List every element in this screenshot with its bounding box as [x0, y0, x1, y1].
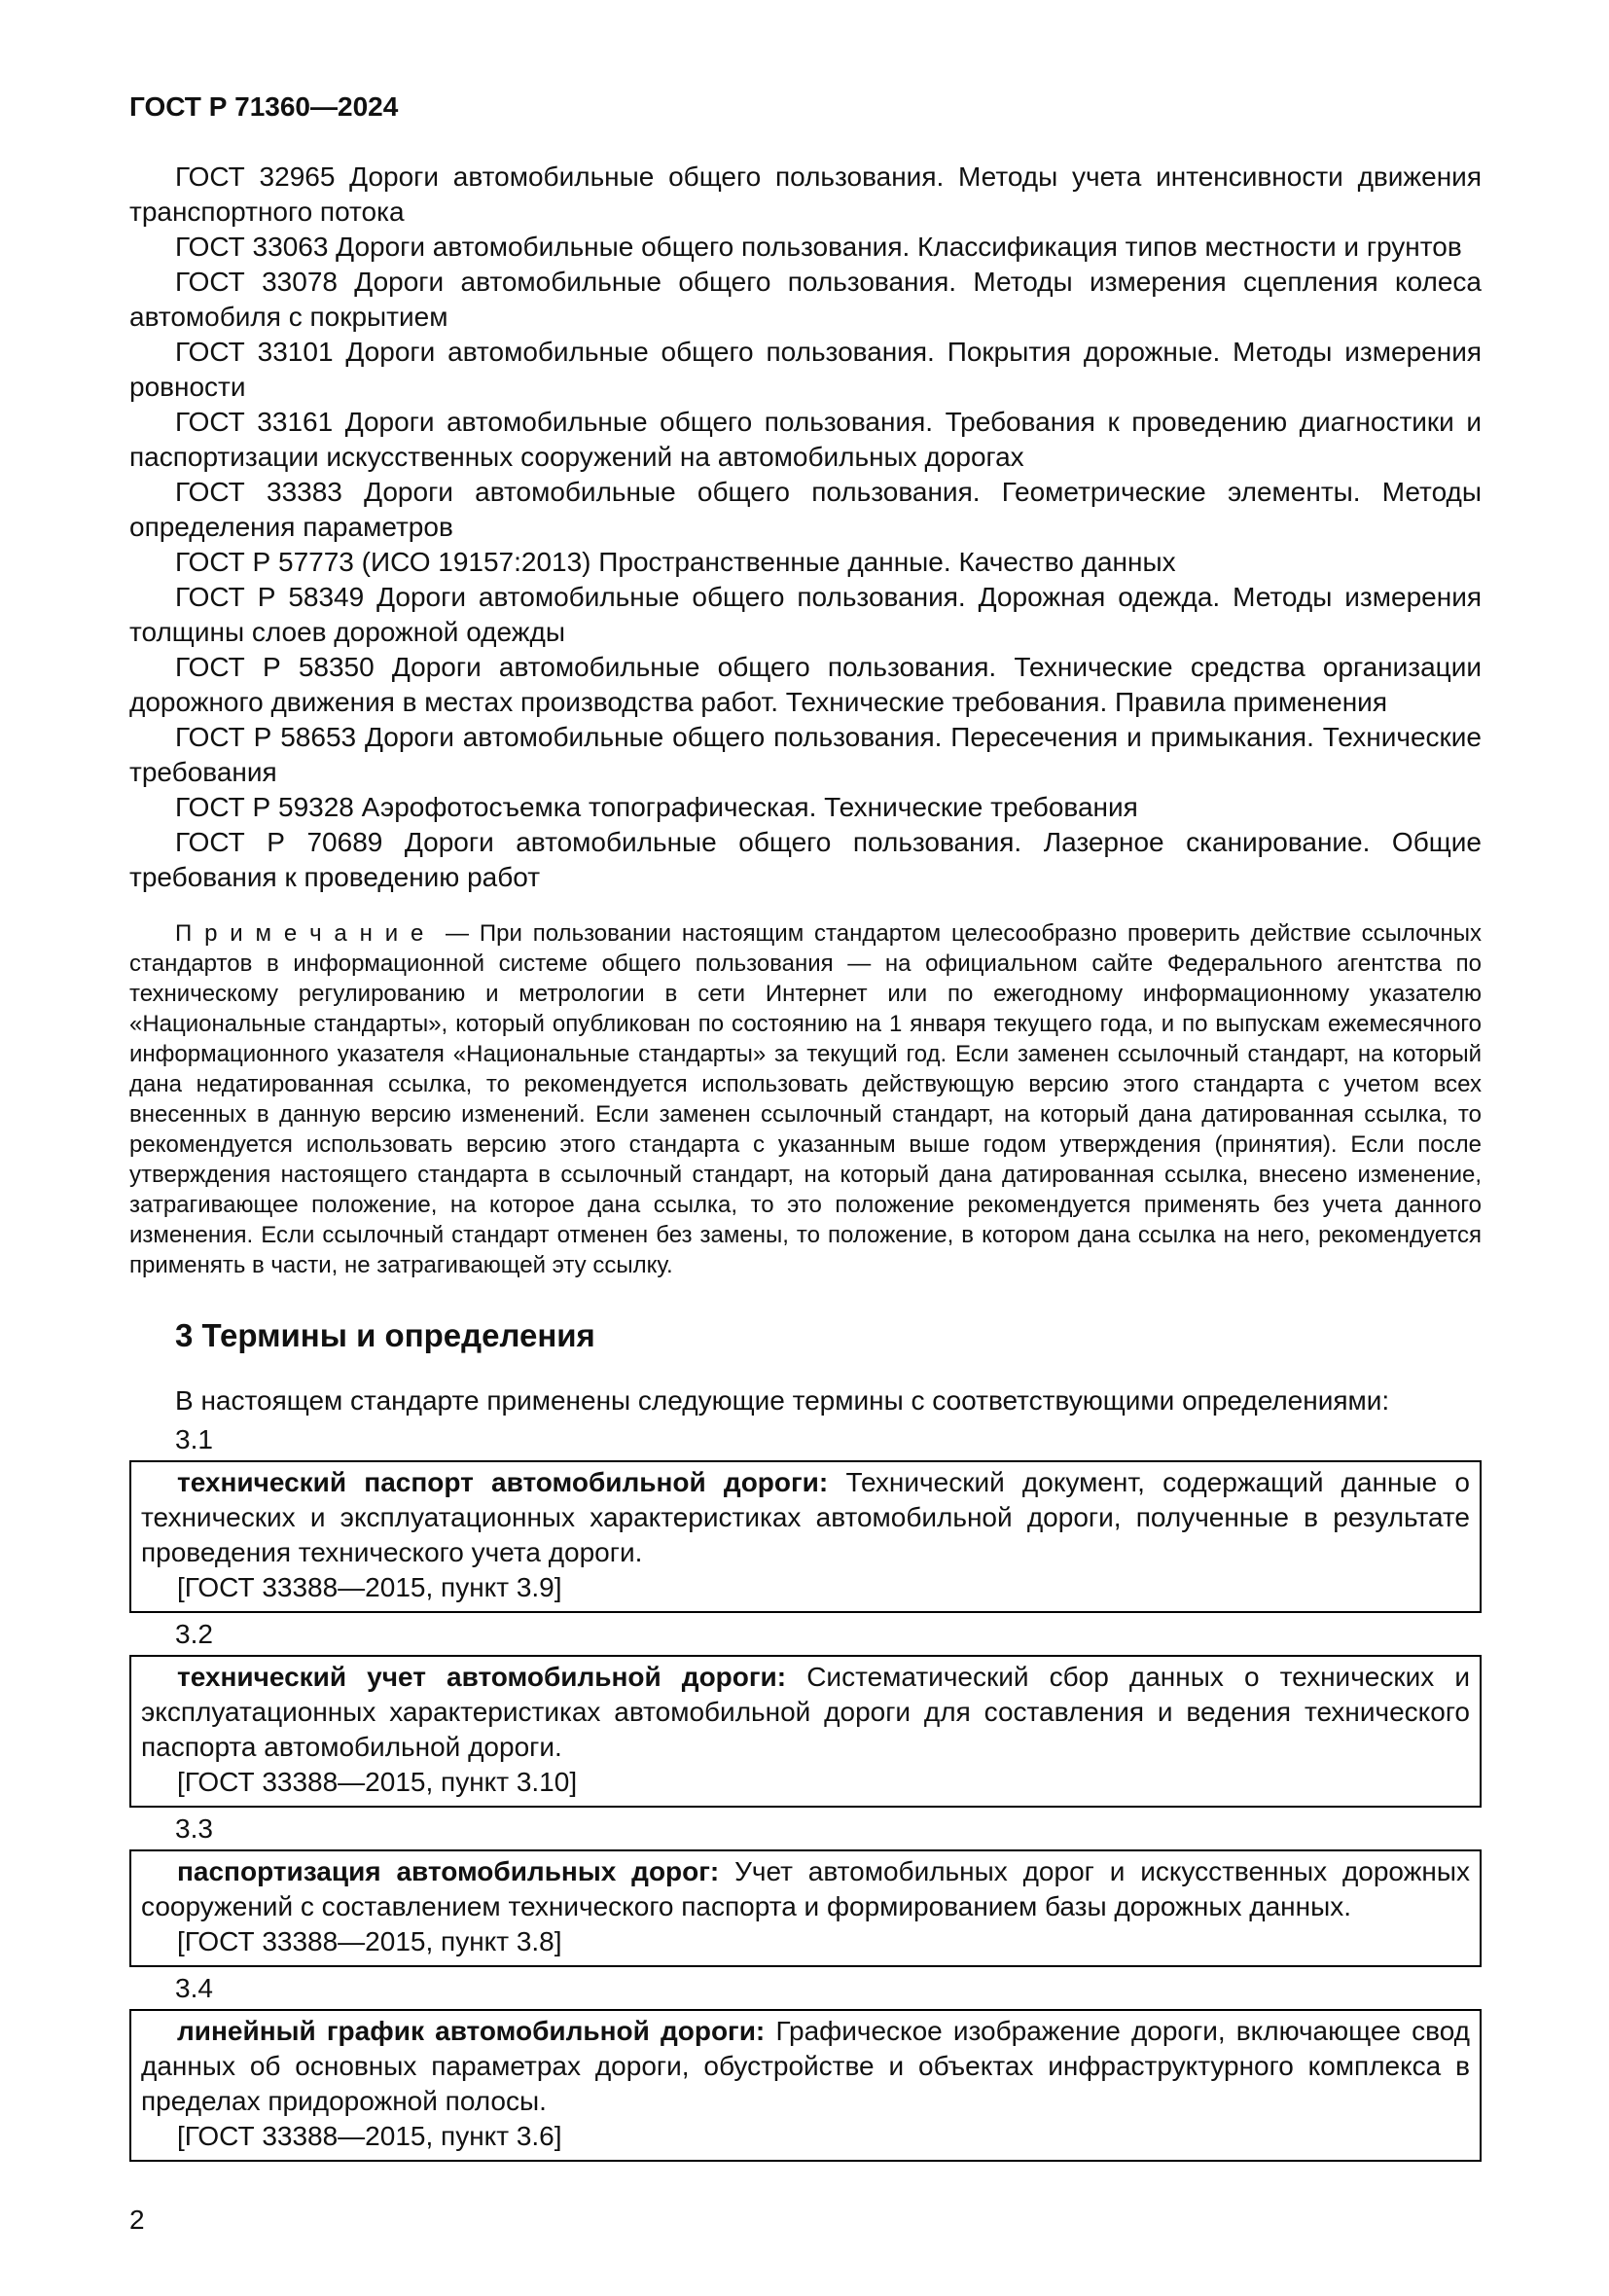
doc-number-header: ГОСТ Р 71360—2024 — [129, 91, 399, 122]
term-source: [ГОСТ 33388—2015, пункт 3.8] — [177, 1926, 562, 1956]
page-number: 2 — [129, 2205, 145, 2235]
term-block-3-4 — [129, 1971, 1482, 2162]
term-definition — [141, 1465, 1470, 1570]
term-definition-text: Графическое изображение дороги, включающее свод данных об основных параметрах дороги, обустройстве и объектах инфраструктурного комплекса в пределах придорожной полосы. — [141, 2016, 1471, 2116]
term-number: 3.4 — [175, 1973, 213, 2003]
term-definition-box — [129, 1460, 1482, 1613]
reference-paragraph: ГОСТ 32965 Дороги автомобильные общего пользования. Методы учета интенсивности движения транспортного потока — [129, 161, 1482, 227]
reference-paragraph: ГОСТ 33161 Дороги автомобильные общего пользования. Требования к проведению диагностики и паспортизации искусственных сооружений на автомобильных дорогах — [129, 407, 1482, 472]
term-definition-text: Учет автомобильных дорог и искусственных дорожных сооружений с составлением технического паспорта и формированием базы дорожных данных. — [141, 1856, 1471, 1921]
note-text: — При пользовании настоящим стандартом целесообразно проверить действие ссылочных стандартов в информационной системе общего пользования — на официальном сайте Федерального агентства по техническому регулированию и метрологии в сети Интернет или по ежегодному информационному указателю «Национальные стандарты», который опубликован по состоянию на 1 января текущего года, и по выпускам ежемесячного информационного указателя «Национальные стандарты» за текущий год. Если заменен ссылочный стандарт, на который дана недатированная ссылка, то рекомендуется использовать действующую версию этого стандарта с учетом всех внесенных в данную версию изменений. Если заменен ссылочный стандарт, на который дана датированная ссылка, то рекомендуется использовать версию этого стандарта с указанным выше годом утверждения (принятия). Если после утверждения настоящего стандарта в ссылочный стандарт, на который дана датированная ссылка, внесено изменение, затрагивающее положение, на которое дана ссылка, то это положение рекомендуется применять без учета данного изменения. Если ссылочный стандарт отменен без замены, то положение, в котором дана ссылка на него, рекомендуется применять в части, не затрагивающей эту ссылку. — [129, 920, 1483, 1278]
references-section — [129, 160, 1482, 895]
term-name: линейный график автомобильной дороги: — [177, 2016, 766, 2046]
term-name: паспортизация автомобильных дорог: — [177, 1856, 720, 1886]
term-definition-box — [129, 1849, 1482, 1967]
term-source: [ГОСТ 33388—2015, пункт 3.10] — [177, 1767, 578, 1797]
term-definition-text: Технический документ, содержащий данные о технических и эксплуатационных характеристиках автомобильной дороги, полученные в результате проведения технического учета дороги. — [141, 1467, 1471, 1567]
reference-paragraph: ГОСТ Р 70689 Дороги автомобильные общего пользования. Лазерное сканирование. Общие требования к проведению работ — [129, 827, 1482, 892]
term-source: [ГОСТ 33388—2015, пункт 3.6] — [177, 2121, 562, 2151]
term-definition-box — [129, 2009, 1482, 2162]
reference-paragraph: ГОСТ Р 58350 Дороги автомобильные общего пользования. Технические средства организации дорожного движения в местах производства работ. Технические требования. Правила применения — [129, 652, 1482, 717]
term-block-3-3 — [129, 1812, 1482, 1967]
term-source: [ГОСТ 33388—2015, пункт 3.9] — [177, 1572, 562, 1602]
reference-paragraph: ГОСТ Р 58349 Дороги автомобильные общего пользования. Дорожная одежда. Методы измерения толщины слоев дорожной одежды — [129, 582, 1482, 647]
reference-paragraph: ГОСТ Р 58653 Дороги автомобильные общего пользования. Пересечения и примыкания. Технические требования — [129, 722, 1482, 787]
term-number: 3.2 — [175, 1619, 213, 1649]
reference-paragraph: ГОСТ Р 59328 Аэрофотосъемка топографическая. Технические требования — [175, 792, 1138, 822]
note-paragraph — [129, 918, 1482, 1280]
term-name: технический учет автомобильной дороги: — [177, 1662, 787, 1692]
section-3-heading: 3 Термины и определения — [175, 1317, 595, 1353]
term-number: 3.3 — [175, 1813, 213, 1844]
term-definition — [141, 2014, 1470, 2119]
term-definition-box — [129, 1655, 1482, 1808]
term-definition — [141, 1660, 1470, 1765]
term-number: 3.1 — [175, 1424, 213, 1454]
reference-paragraph: ГОСТ 33101 Дороги автомобильные общего пользования. Покрытия дорожные. Методы измерения ровности — [129, 337, 1482, 402]
terms-intro: В настоящем стандарте применены следующие термины с соответствующими определениями: — [175, 1385, 1390, 1416]
reference-paragraph: ГОСТ 33078 Дороги автомобильные общего пользования. Методы измерения сцепления колеса автомобиля с покрытием — [129, 267, 1482, 332]
reference-paragraph: ГОСТ 33063 Дороги автомобильные общего пользования. Классификация типов местности и грунтов — [175, 232, 1462, 262]
note-label: П р и м е ч а н и е — [175, 920, 425, 947]
term-name: технический паспорт автомобильной дороги: — [177, 1467, 829, 1497]
reference-paragraph: ГОСТ 33383 Дороги автомобильные общего пользования. Геометрические элементы. Методы определения параметров — [129, 477, 1482, 542]
term-block-3-1 — [129, 1422, 1482, 1613]
reference-paragraph: ГОСТ Р 57773 (ИСО 19157:2013) Пространственные данные. Качество данных — [175, 547, 1176, 577]
term-definition-text: Систематический сбор данных о технических и эксплуатационных характеристиках автомобильной дороги для составления и ведения технического паспорта автомобильной дороги. — [141, 1662, 1470, 1762]
term-definition — [141, 1854, 1470, 1924]
term-block-3-2 — [129, 1617, 1482, 1808]
